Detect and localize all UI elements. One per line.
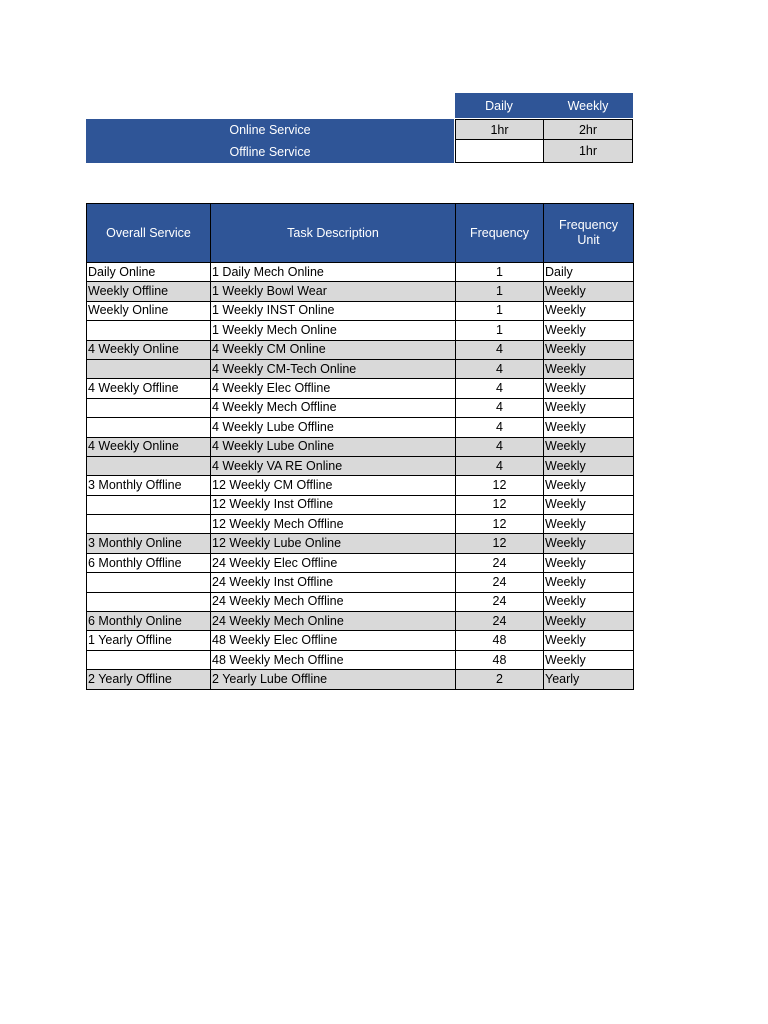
summary-offline-daily-cell bbox=[455, 139, 544, 163]
cell-overall-service: Weekly Offline bbox=[87, 282, 211, 301]
table-row bbox=[87, 573, 634, 592]
cell-frequency: 4 bbox=[456, 418, 544, 437]
cell-frequency-unit: Weekly bbox=[544, 612, 634, 631]
summary-online-weekly-cell: 2hr bbox=[543, 119, 633, 140]
cell-frequency-unit: Weekly bbox=[544, 398, 634, 417]
cell-frequency-unit: Weekly bbox=[544, 592, 634, 611]
cell-overall-service: 3 Monthly Online bbox=[87, 534, 211, 553]
cell-overall-service: 3 Monthly Offline bbox=[87, 476, 211, 495]
table-row bbox=[87, 515, 634, 534]
cell-frequency-unit: Weekly bbox=[544, 476, 634, 495]
summary-label-online-service: Online Service bbox=[229, 123, 311, 137]
cell-task-description: 12 Weekly Lube Online bbox=[211, 534, 456, 553]
cell-frequency-unit: Weekly bbox=[544, 534, 634, 553]
cell-overall-service bbox=[87, 398, 211, 417]
cell-frequency-unit: Weekly bbox=[544, 359, 634, 378]
cell-frequency: 12 bbox=[456, 534, 544, 553]
cell-frequency: 12 bbox=[456, 495, 544, 514]
summary-offline-weekly-cell: 1hr bbox=[543, 139, 633, 163]
cell-frequency-unit: Weekly bbox=[544, 650, 634, 669]
table-row bbox=[87, 301, 634, 320]
table-row bbox=[87, 650, 634, 669]
cell-frequency-unit: Weekly bbox=[544, 437, 634, 456]
cell-task-description: 4 Weekly Lube Offline bbox=[211, 418, 456, 437]
table-row bbox=[87, 437, 634, 456]
cell-task-description: 48 Weekly Mech Offline bbox=[211, 650, 456, 669]
cell-frequency: 24 bbox=[456, 592, 544, 611]
table-row bbox=[87, 592, 634, 611]
table-row bbox=[87, 282, 634, 301]
cell-frequency: 24 bbox=[456, 553, 544, 572]
cell-frequency-unit: Yearly bbox=[544, 670, 634, 689]
table-row bbox=[87, 670, 634, 689]
cell-task-description: 4 Weekly Lube Online bbox=[211, 437, 456, 456]
cell-frequency: 48 bbox=[456, 631, 544, 650]
cell-frequency: 4 bbox=[456, 456, 544, 475]
cell-task-description: 24 Weekly Mech Offline bbox=[211, 592, 456, 611]
summary-header-weekly: Weekly bbox=[543, 93, 633, 118]
service-task-table bbox=[86, 203, 634, 690]
cell-frequency: 12 bbox=[456, 515, 544, 534]
cell-task-description: 48 Weekly Elec Offline bbox=[211, 631, 456, 650]
header-task-description: Task Description bbox=[211, 204, 456, 263]
cell-frequency: 4 bbox=[456, 398, 544, 417]
cell-task-description: 1 Weekly Mech Online bbox=[211, 321, 456, 340]
cell-overall-service bbox=[87, 321, 211, 340]
cell-frequency: 1 bbox=[456, 282, 544, 301]
service-hours-summary bbox=[86, 93, 633, 163]
cell-task-description: 1 Weekly Bowl Wear bbox=[211, 282, 456, 301]
cell-frequency: 2 bbox=[456, 670, 544, 689]
cell-task-description: 4 Weekly VA RE Online bbox=[211, 456, 456, 475]
table-row bbox=[87, 631, 634, 650]
cell-frequency-unit: Weekly bbox=[544, 515, 634, 534]
cell-frequency-unit: Weekly bbox=[544, 301, 634, 320]
table-row bbox=[87, 495, 634, 514]
table-row bbox=[87, 321, 634, 340]
cell-task-description: 1 Daily Mech Online bbox=[211, 263, 456, 282]
cell-frequency: 4 bbox=[456, 379, 544, 398]
cell-overall-service: 6 Monthly Online bbox=[87, 612, 211, 631]
cell-frequency-unit: Weekly bbox=[544, 282, 634, 301]
cell-frequency: 1 bbox=[456, 321, 544, 340]
cell-frequency-unit: Weekly bbox=[544, 495, 634, 514]
cell-frequency: 4 bbox=[456, 359, 544, 378]
cell-task-description: 4 Weekly CM-Tech Online bbox=[211, 359, 456, 378]
table-row bbox=[87, 612, 634, 631]
summary-online-daily-cell: 1hr bbox=[455, 119, 544, 140]
cell-overall-service: Daily Online bbox=[87, 263, 211, 282]
cell-task-description: 24 Weekly Elec Offline bbox=[211, 553, 456, 572]
cell-frequency-unit: Weekly bbox=[544, 418, 634, 437]
cell-overall-service: 1 Yearly Offline bbox=[87, 631, 211, 650]
cell-overall-service bbox=[87, 573, 211, 592]
cell-overall-service bbox=[87, 418, 211, 437]
cell-task-description: 12 Weekly Inst Offline bbox=[211, 495, 456, 514]
cell-task-description: 1 Weekly INST Online bbox=[211, 301, 456, 320]
cell-task-description: 4 Weekly Mech Offline bbox=[211, 398, 456, 417]
cell-overall-service: 4 Weekly Offline bbox=[87, 379, 211, 398]
table-row bbox=[87, 379, 634, 398]
cell-overall-service: 4 Weekly Online bbox=[87, 437, 211, 456]
table-row bbox=[87, 456, 634, 475]
cell-overall-service: Weekly Online bbox=[87, 301, 211, 320]
cell-overall-service: 2 Yearly Offline bbox=[87, 670, 211, 689]
cell-frequency: 4 bbox=[456, 437, 544, 456]
cell-task-description: 2 Yearly Lube Offline bbox=[211, 670, 456, 689]
cell-overall-service bbox=[87, 515, 211, 534]
cell-frequency-unit: Weekly bbox=[544, 553, 634, 572]
cell-task-description: 12 Weekly CM Offline bbox=[211, 476, 456, 495]
table-row bbox=[87, 263, 634, 282]
cell-frequency-unit: Weekly bbox=[544, 321, 634, 340]
cell-frequency: 1 bbox=[456, 263, 544, 282]
header-frequency: Frequency bbox=[456, 204, 544, 263]
cell-overall-service bbox=[87, 592, 211, 611]
cell-overall-service bbox=[87, 650, 211, 669]
header-overall-service: Overall Service bbox=[87, 204, 211, 263]
cell-frequency: 1 bbox=[456, 301, 544, 320]
cell-overall-service bbox=[87, 456, 211, 475]
table-row bbox=[87, 359, 634, 378]
cell-frequency: 4 bbox=[456, 340, 544, 359]
cell-overall-service: 4 Weekly Online bbox=[87, 340, 211, 359]
cell-frequency-unit: Daily bbox=[544, 263, 634, 282]
table-row bbox=[87, 476, 634, 495]
cell-frequency: 48 bbox=[456, 650, 544, 669]
cell-task-description: 24 Weekly Inst Offline bbox=[211, 573, 456, 592]
header-frequency-unit: Frequency Unit bbox=[544, 204, 634, 263]
summary-label-offline-service: Offline Service bbox=[229, 145, 311, 159]
cell-frequency: 12 bbox=[456, 476, 544, 495]
cell-frequency-unit: Weekly bbox=[544, 379, 634, 398]
table-body bbox=[87, 263, 634, 690]
cell-overall-service: 6 Monthly Offline bbox=[87, 553, 211, 572]
table-row bbox=[87, 534, 634, 553]
cell-frequency-unit: Weekly bbox=[544, 631, 634, 650]
cell-overall-service bbox=[87, 359, 211, 378]
summary-header-daily: Daily bbox=[455, 93, 543, 118]
cell-frequency-unit: Weekly bbox=[544, 340, 634, 359]
table-row bbox=[87, 398, 634, 417]
cell-frequency: 24 bbox=[456, 612, 544, 631]
cell-frequency-unit: Weekly bbox=[544, 456, 634, 475]
cell-frequency: 24 bbox=[456, 573, 544, 592]
cell-task-description: 4 Weekly Elec Offline bbox=[211, 379, 456, 398]
cell-task-description: 12 Weekly Mech Offline bbox=[211, 515, 456, 534]
cell-task-description: 24 Weekly Mech Online bbox=[211, 612, 456, 631]
table-row bbox=[87, 553, 634, 572]
table-row bbox=[87, 418, 634, 437]
table-header-row bbox=[87, 204, 634, 263]
cell-frequency-unit: Weekly bbox=[544, 573, 634, 592]
cell-task-description: 4 Weekly CM Online bbox=[211, 340, 456, 359]
cell-overall-service bbox=[87, 495, 211, 514]
table-row bbox=[87, 340, 634, 359]
